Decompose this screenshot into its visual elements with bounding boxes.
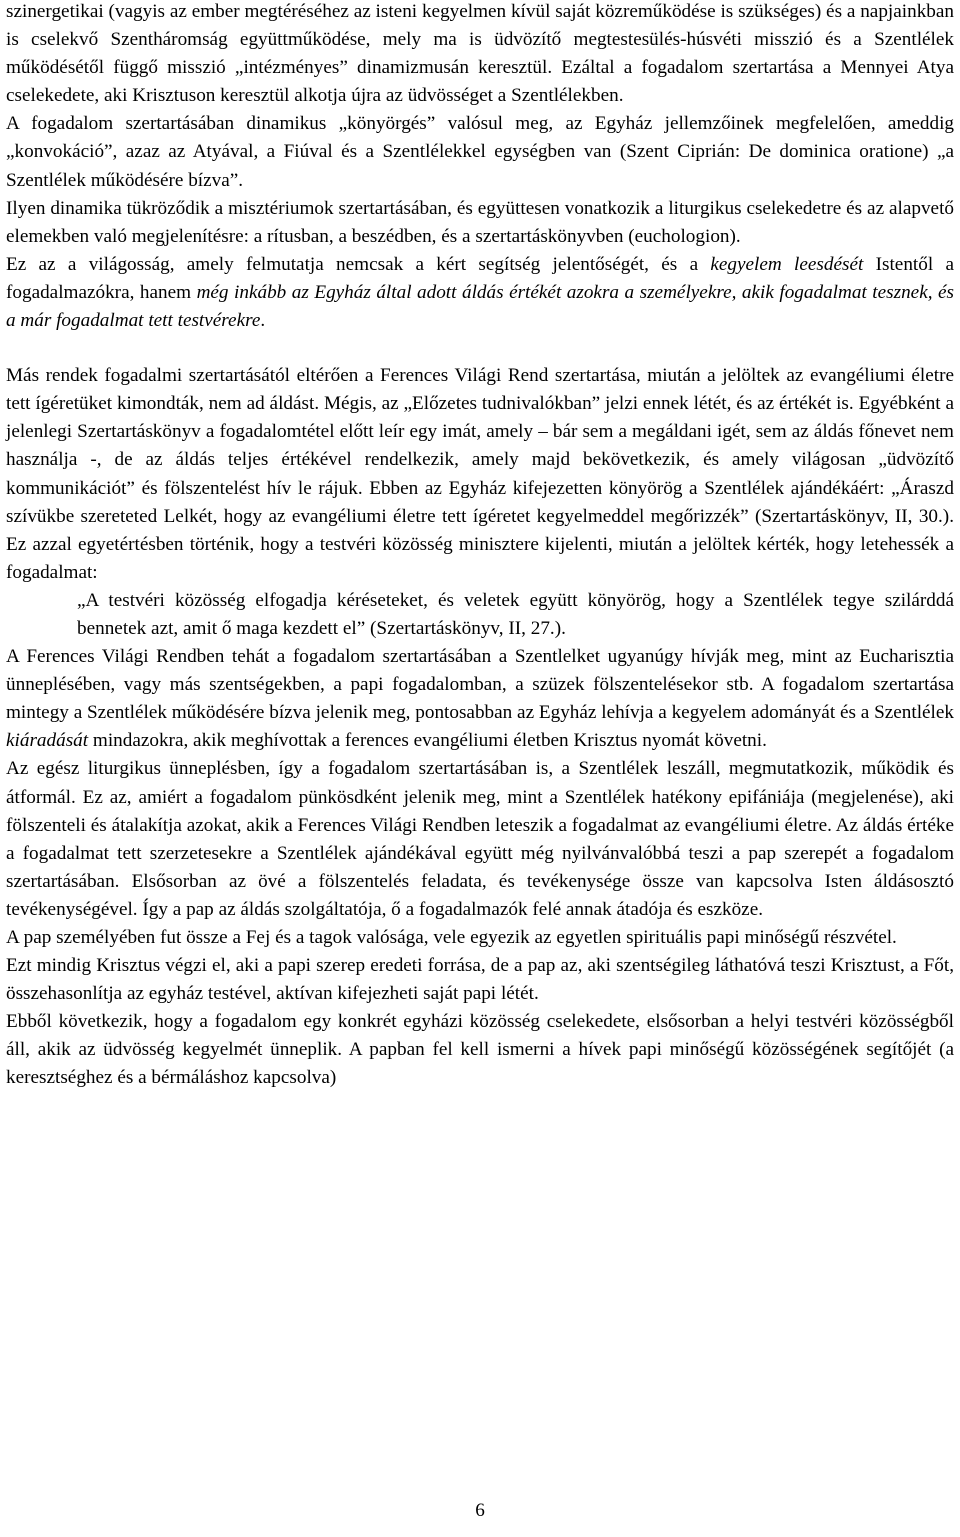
text-run: Ebből következik, hogy a fogadalom egy konkrét egyházi közösség cselekedete, elsősorban a helyi testvéri közösségből áll, akik az üdvösség kegyelmét ünneplik. A papban fel kell ismerni a hívek papi minőségű közösségének segítőjét (a keresztséghez és a bérmáláshoz kapcsolva) bbox=[6, 1011, 954, 1089]
paragraph bbox=[6, 362, 954, 587]
text-run: Ilyen dinamika tükröződik a misztériumok szertartásában, és együttesen vonatkozik a liturgikus cselekedetre és az alapvető elemekben való megjelenítésre: a rítusban, a beszédben, és a szertartáskönyvben (euchologion). bbox=[6, 197, 954, 247]
paragraph bbox=[6, 643, 954, 755]
text-run: Ez az a világosság, amely felmutatja nemcsak a kért segítség jelentőségét, és a bbox=[6, 253, 711, 275]
paragraph bbox=[6, 251, 954, 335]
document-body bbox=[6, 0, 954, 1093]
paragraph bbox=[6, 1008, 954, 1092]
paragraph bbox=[6, 924, 954, 952]
paragraph bbox=[6, 195, 954, 251]
text-run: A fogadalom szertartásában dinamikus „könyörgés” valósul meg, az Egyház jellemzőinek megfelelően, ameddig „konvokáció”, azaz az Atyával, a Fiúval és a Szentlélekkel egységben van (Szent Ciprián: De dominica oratione) „a Szentlélek működésére bízva”. bbox=[6, 113, 954, 191]
text-run: Ezt mindig Krisztus végzi el, aki a papi szerep eredeti forrása, de a pap az, aki szentségileg láthatóvá teszi Krisztust, a Főt, összehasonlítja az egyház testével, aktívan kifejezheti saját papi létét. bbox=[6, 955, 954, 1005]
page-number: 6 bbox=[475, 1500, 485, 1521]
text-run: Más rendek fogadalmi szertartásától eltérően a Ferences Világi Rend szertartása, miután a jelöltek az evangéliumi életre tett ígéretüket kimondták, nem ad áldást. Mégis, az „Előzetes tudnivalókban” jelzi ennek létét, és az értékét is. Egyébként a jelenlegi Szertartáskönyv a fogadalomtétel előtt leír egy imát, amely – bár sem a megáldani igét, sem az áldás főnevet nem használja -, de az áldás teljes értékével rendelkezik, amely majd bekövetkezik, és amely világosan „üdvözítő kommunikációt” és fölszentelést hív le rájuk. Ebben az Egyház kifejezetten könyörög a Szentlélek ajándékáért: „Áraszd szívükbe szereteted Lelkét, hogy az evangéliumi életre tett ígéretet kegyelmeddel megőrizzék” (Szertartáskönyv, II, 30.). Ez azzal egyetértésben történik, hogy a testvéri közösség minisztere kijelenti, miután a jelöltek kérték, hogy letehessék a fogadalmat: bbox=[6, 365, 954, 583]
text-run: mindazokra, akik meghívottak a ferences evangéliumi életben Krisztus nyomát követni. bbox=[88, 730, 767, 752]
text-run: Az egész liturgikus ünneplésben, így a fogadalom szertartásában is, a Szentlélek leszáll, megmutatkozik, működik és átformál. Ez az, amiért a fogadalom pünkösdként jelenik meg, mint a Szentlélek hatékony epifániája (megjelenése), aki fölszenteli és átalakítja azokat, akik a Ferences Világi Rendben leteszik a fogadalmat az evangéliumi életre. Az áldás értéke a fogadalmat tett szerzetesekre a Szentlélek ajándékával együtt még nyilvánvalóbbá teszi a pap szerepét a fogadalom szertartásában. Elsősorban az övé a fölszentelés feladata, és tevékenysége össze van kapcsolva Isten áldásosztó tevékenységével. Így a pap az áldás szolgáltatója, ő a fogadalmazók felé annak átadója és eszköze. bbox=[6, 758, 954, 920]
italic-text: még inkább az Egyház által adott áldás értékét azokra a személyekre, akik fogadalmat tesznek, és a már fogadalmat tett testvérekre bbox=[6, 281, 954, 332]
paragraph bbox=[6, 952, 954, 1008]
italic-text: kiáradását bbox=[6, 730, 89, 752]
text-run: A Ferences Világi Rendben tehát a fogadalom szertartásában a Szentlelket ugyanúgy hívják meg, mint az Eucharisztia ünneplésében, vagy más szentségekben, a papi fogadalomban, a szüzek fölszentelésekor stb. A fogadalom szertartása mintegy a Szentlélek működésére bízva jelenik meg, pontosabban az Egyház lehívja a kegyelem adományát és a Szentlélek bbox=[6, 646, 954, 724]
paragraph bbox=[6, 110, 954, 194]
block-quote bbox=[77, 587, 954, 643]
text-run: . bbox=[260, 310, 266, 332]
text-run: szinergetikai (vagyis az ember megtéréséhez az isteni kegyelmen kívül saját közreműködése is szükséges) és a napjainkban is cselekvő Szentháromság együttműködése, mely ma is üdvözítő megtestesülés-húsvéti misszió és a Szentlélek működésétől függő misszió „intézményes” dinamizmusán keresztül. Ezáltal a fogadalom szertartása a Mennyei Atya cselekedete, aki Krisztuson keresztül alkotja újra az üdvösséget a Szentlélekben. bbox=[6, 1, 954, 107]
italic-text: kegyelem leesdését bbox=[710, 253, 864, 275]
text-run: „A testvéri közösség elfogadja kéréseteket, és veletek együtt könyörög, hogy a Szentlélek tegye szilárddá bennetek azt, amit ő maga kezdett el” (Szertartáskönyv, II, 27.). bbox=[77, 589, 954, 639]
paragraph bbox=[6, 755, 954, 924]
text-run: Istentől a fogadalmazókra, hanem bbox=[6, 253, 954, 303]
paragraph bbox=[6, 0, 954, 110]
text-run: A pap személyében fut össze a Fej és a tagok valósága, vele egyezik az egyetlen spirituális papi minőségű részvétel. bbox=[6, 927, 897, 948]
